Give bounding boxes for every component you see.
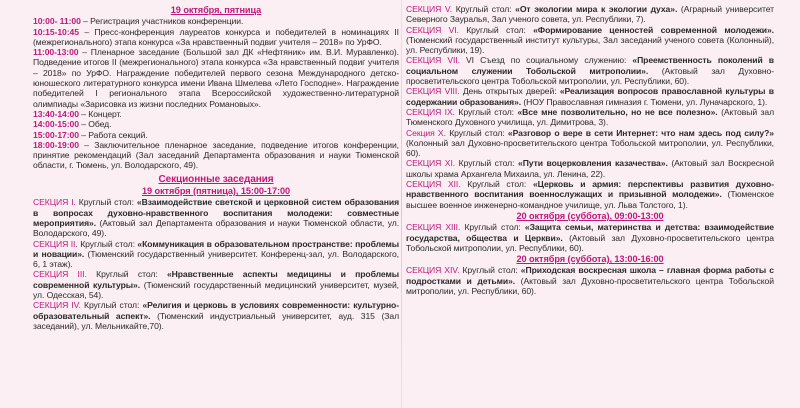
sections-heading: Секционные заседания [158, 173, 274, 185]
schedule-time: 10:15-10:45 [33, 26, 79, 37]
section-format: Круглый стол: [80, 300, 143, 311]
section-label: СЕКЦИЯ V. [406, 4, 453, 14]
schedule-dash: – [78, 26, 95, 37]
section-item [33, 300, 399, 331]
section-title: «Пути воцерковления казачества». [518, 158, 668, 169]
section-title: «Религия и церковь в условиях современности: культурно-образовательный аспект». [33, 300, 400, 321]
section-format: Круглый стол: [445, 127, 508, 138]
section-label: Секция X. [406, 127, 446, 138]
section-item [406, 86, 774, 107]
section-item [33, 197, 399, 238]
schedule-item [33, 16, 399, 26]
section-venue: (Актовый зал Воскресной школы храма Архангела Михаила, ул. Ленина, 22). [406, 158, 774, 179]
schedule-dash: – [78, 119, 89, 130]
section-venue: (Тюменское высшее военное инженерно-командное училище, ул. Льва Толстого, 1). [406, 189, 774, 210]
schedule-text: Обед. [88, 119, 112, 130]
section-item [406, 222, 774, 253]
section-venue: (Тюменский государственный медицинский университет, музей, ул. Одесская, 54). [33, 279, 399, 301]
sessions-day1-heading: 19 октября (пятница), 15:00-17:00 [141, 186, 291, 197]
section-title: «Коммуникация в образовательном пространстве: проблемы и новации». [33, 238, 400, 259]
section-title: «Формирование ценностей современной молодежи». [533, 24, 774, 35]
schedule-time: 13:40-14:00 [33, 108, 79, 119]
section-item [33, 269, 399, 300]
schedule-item [33, 109, 399, 119]
sections-list-right-a [406, 4, 774, 210]
schedule-time: 10:00- 11:00 [33, 16, 81, 27]
section-format: Круглый стол: [452, 4, 516, 14]
section-label: СЕКЦИЯ XI. [406, 158, 456, 169]
section-label: СЕКЦИЯ XIV. [406, 265, 460, 276]
section-item [406, 55, 774, 86]
section-venue: (Колонный зал Духовно-просветительского центра Тобольской митрополии, ул. Республики, 60). [406, 137, 774, 159]
section-title: «Реализация вопросов православной культуры в содержании образования». [406, 86, 774, 107]
schedule-item [33, 130, 399, 140]
schedule-dash: – [78, 139, 95, 150]
section-title: «От экологии мира к экологии духа». [515, 4, 678, 14]
section-format: Круглый стол: [460, 222, 525, 233]
section-item [406, 25, 774, 56]
sessions-day2-morning-heading: 20 октября (суббота), 09:00-13:00 [516, 210, 664, 221]
schedule-dash: – [78, 129, 89, 140]
right-column [406, 4, 774, 296]
section-venue: (НОУ Православная гимназия г. Тюмени, ул. Луначарского, 1). [521, 96, 768, 107]
schedule-item [33, 47, 399, 109]
section-label: СЕКЦИЯ XIII. [406, 222, 461, 233]
section-format: Круглый стол: [460, 179, 533, 190]
section-title: «Приходская воскресная школа – главная форма работы с подростками и детьми». [406, 265, 774, 286]
schedule-text: Регистрация участников конференции. [90, 16, 244, 27]
schedule-text: Пленарное заседание (Большой зал ДК «Нефтяник» им. В.И. Муравленко). Подведение итогов II (межрегионального) этапа конкурса «За нравственный подвиг учителя – 2018» по УрФО. Награждение победителей первого сезона Международного детско-юношеского литературного конкурса имени Ивана Шмелева «Лето Господне». Награждение победителей I регионального этапа Всероссийской художественно-литературной олимпиады «Зарисовка из жизни последних Романовых». [33, 47, 399, 109]
schedule-time: 18:00-19:00 [33, 139, 79, 150]
section-title: «Разговор о вере в сети Интернет: что нам здесь под силу?» [507, 127, 774, 138]
schedule-dash: – [78, 47, 91, 58]
day1-heading: 19 октября, пятница [170, 5, 262, 15]
section-label: СЕКЦИЯ II. [33, 238, 78, 249]
section-label: СЕКЦИЯ VI. [406, 24, 459, 35]
section-label: СЕКЦИЯ VII. [406, 55, 460, 66]
section-label: СЕКЦИЯ IV. [33, 300, 81, 311]
section-format: Круглый стол: [458, 24, 534, 35]
schedule-list [33, 16, 399, 170]
left-column [33, 4, 399, 331]
section-item [406, 128, 774, 159]
section-item [406, 265, 774, 296]
section-title: «Церковь и армия: перспективы развития духовно-нравственного воспитания военнослужащих и призывной молодежи». [406, 179, 775, 200]
section-format: VI Съезд по социальному служению: [459, 55, 633, 66]
section-venue: (Актовый зал Духовно-просветительского центра Тобольской митрополии, ул. Республики, 60). [406, 232, 774, 253]
schedule-time: 14:00-15:00 [33, 119, 79, 130]
section-item [406, 107, 774, 128]
section-item [406, 4, 774, 25]
section-venue: (Тюменский государственный институт культуры, Зал заседаний ученого совета (Колонный), ул. Республики, 19). [406, 34, 774, 56]
schedule-text: Работа секций. [88, 129, 148, 140]
section-label: СЕКЦИЯ XII. [406, 179, 461, 190]
section-format: Круглый стол: [77, 238, 138, 249]
sessions-day2-afternoon-heading: 20 октября (суббота), 13:00-16:00 [516, 254, 664, 265]
sections-list-right-b [406, 222, 774, 253]
schedule-item [33, 140, 399, 171]
schedule-dash: – [80, 16, 91, 27]
page-fold-divider [401, 0, 402, 408]
schedule-text: Концерт. [88, 108, 122, 119]
schedule-item [33, 119, 399, 129]
section-venue: (Актовый зал Департамента образования и науки Тюменской области, ул. Володарского, 49). [33, 217, 399, 239]
section-title: «Взаимодействие светской и церковной систем образования в вопросах духовно-нравственного воспитания молодежи: совместные мероприятия». [33, 197, 400, 228]
schedule-time: 11:00-13:00 [33, 47, 79, 58]
schedule-text: Пресс-конференция лауреатов конкурса и победителей в номинациях II (межрегионального) этапа конкурса «За нравственный подвиг учителя – 2018» по УрФО. [33, 26, 399, 47]
section-title: «Преемственность поколений в социальном служении Тобольской митрополии». [406, 55, 774, 76]
schedule-time: 15:00-17:00 [33, 129, 79, 140]
section-item [406, 158, 774, 179]
section-format: Круглый стол: [75, 197, 137, 208]
section-venue: (Актовый зал Духовно-просветительского центра Тобольской митрополии, ул. Республики, 60). [406, 65, 774, 87]
section-format: День открытых дверей: [459, 86, 560, 97]
section-item [406, 179, 774, 210]
section-venue: (Тюменский индустриальный университет, ауд. 315 (Зал заседаний), ул. Мельникайте,70). [33, 310, 400, 331]
section-label: СЕКЦИЯ IX. [406, 106, 455, 117]
section-format: Круглый стол: [86, 269, 167, 280]
schedule-text: Заключительное пленарное заседание, подведение итогов конференции, принятие рекомендаций (Зал заседаний Департамента образования и науки Тюменской области, г. Тюмень, ул. Володарского, 49). [33, 139, 399, 171]
section-venue: (Аграрный университет Северного Зауралья, Зал ученого совета, ул. Республики, 7). [406, 4, 775, 25]
section-label: СЕКЦИЯ VIII. [406, 86, 460, 97]
section-format: Круглый стол: [459, 265, 521, 276]
section-title: «Защита семьи, материнства и детства: взаимодействие государства, общества и Церкви». [406, 222, 774, 243]
section-venue: (Тюменский государственный университет. Конференц-зал, ул. Володарского, 6, 1 этаж). [33, 248, 399, 270]
sections-list-left [33, 197, 399, 331]
section-item [33, 239, 399, 270]
schedule-item [33, 27, 399, 48]
sections-list-right-c [406, 265, 774, 296]
section-label: СЕКЦИЯ I. [33, 197, 76, 208]
section-venue: (Актовый зал Духовно-просветительского центра Тобольской митрополии, ул. Республики, 60). [406, 275, 774, 297]
section-format: Круглый стол: [454, 106, 518, 117]
section-title: «Нравственные аспекты медицины и проблемы современной культуры». [33, 269, 400, 290]
schedule-dash: – [78, 108, 89, 119]
section-title: «Все мне позволительно, но не все полезно». [517, 106, 718, 117]
section-label: СЕКЦИЯ III. [33, 269, 87, 280]
section-format: Круглый стол: [455, 158, 518, 169]
section-venue: (Актовый зал Тюменского Духовного училища, ул. Димитрова, 3). [406, 106, 775, 128]
